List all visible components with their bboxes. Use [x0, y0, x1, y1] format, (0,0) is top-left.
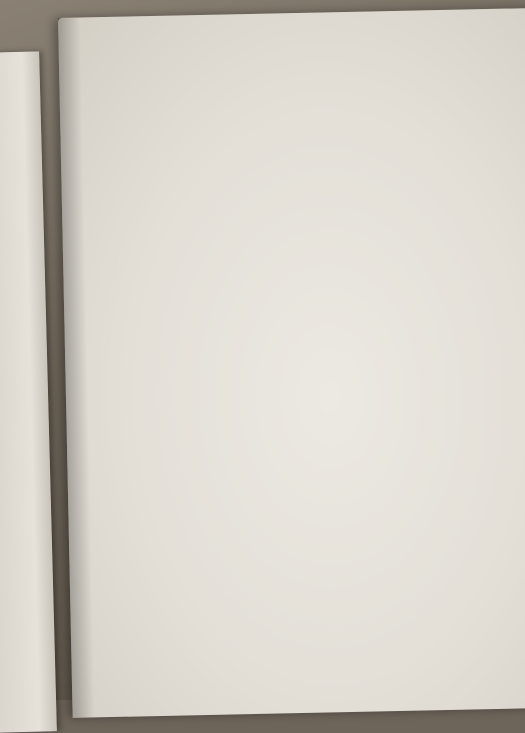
table-of-contents [112, 14, 512, 717]
toc-heading [114, 240, 509, 243]
section-title [114, 276, 509, 279]
book-page [58, 8, 525, 718]
